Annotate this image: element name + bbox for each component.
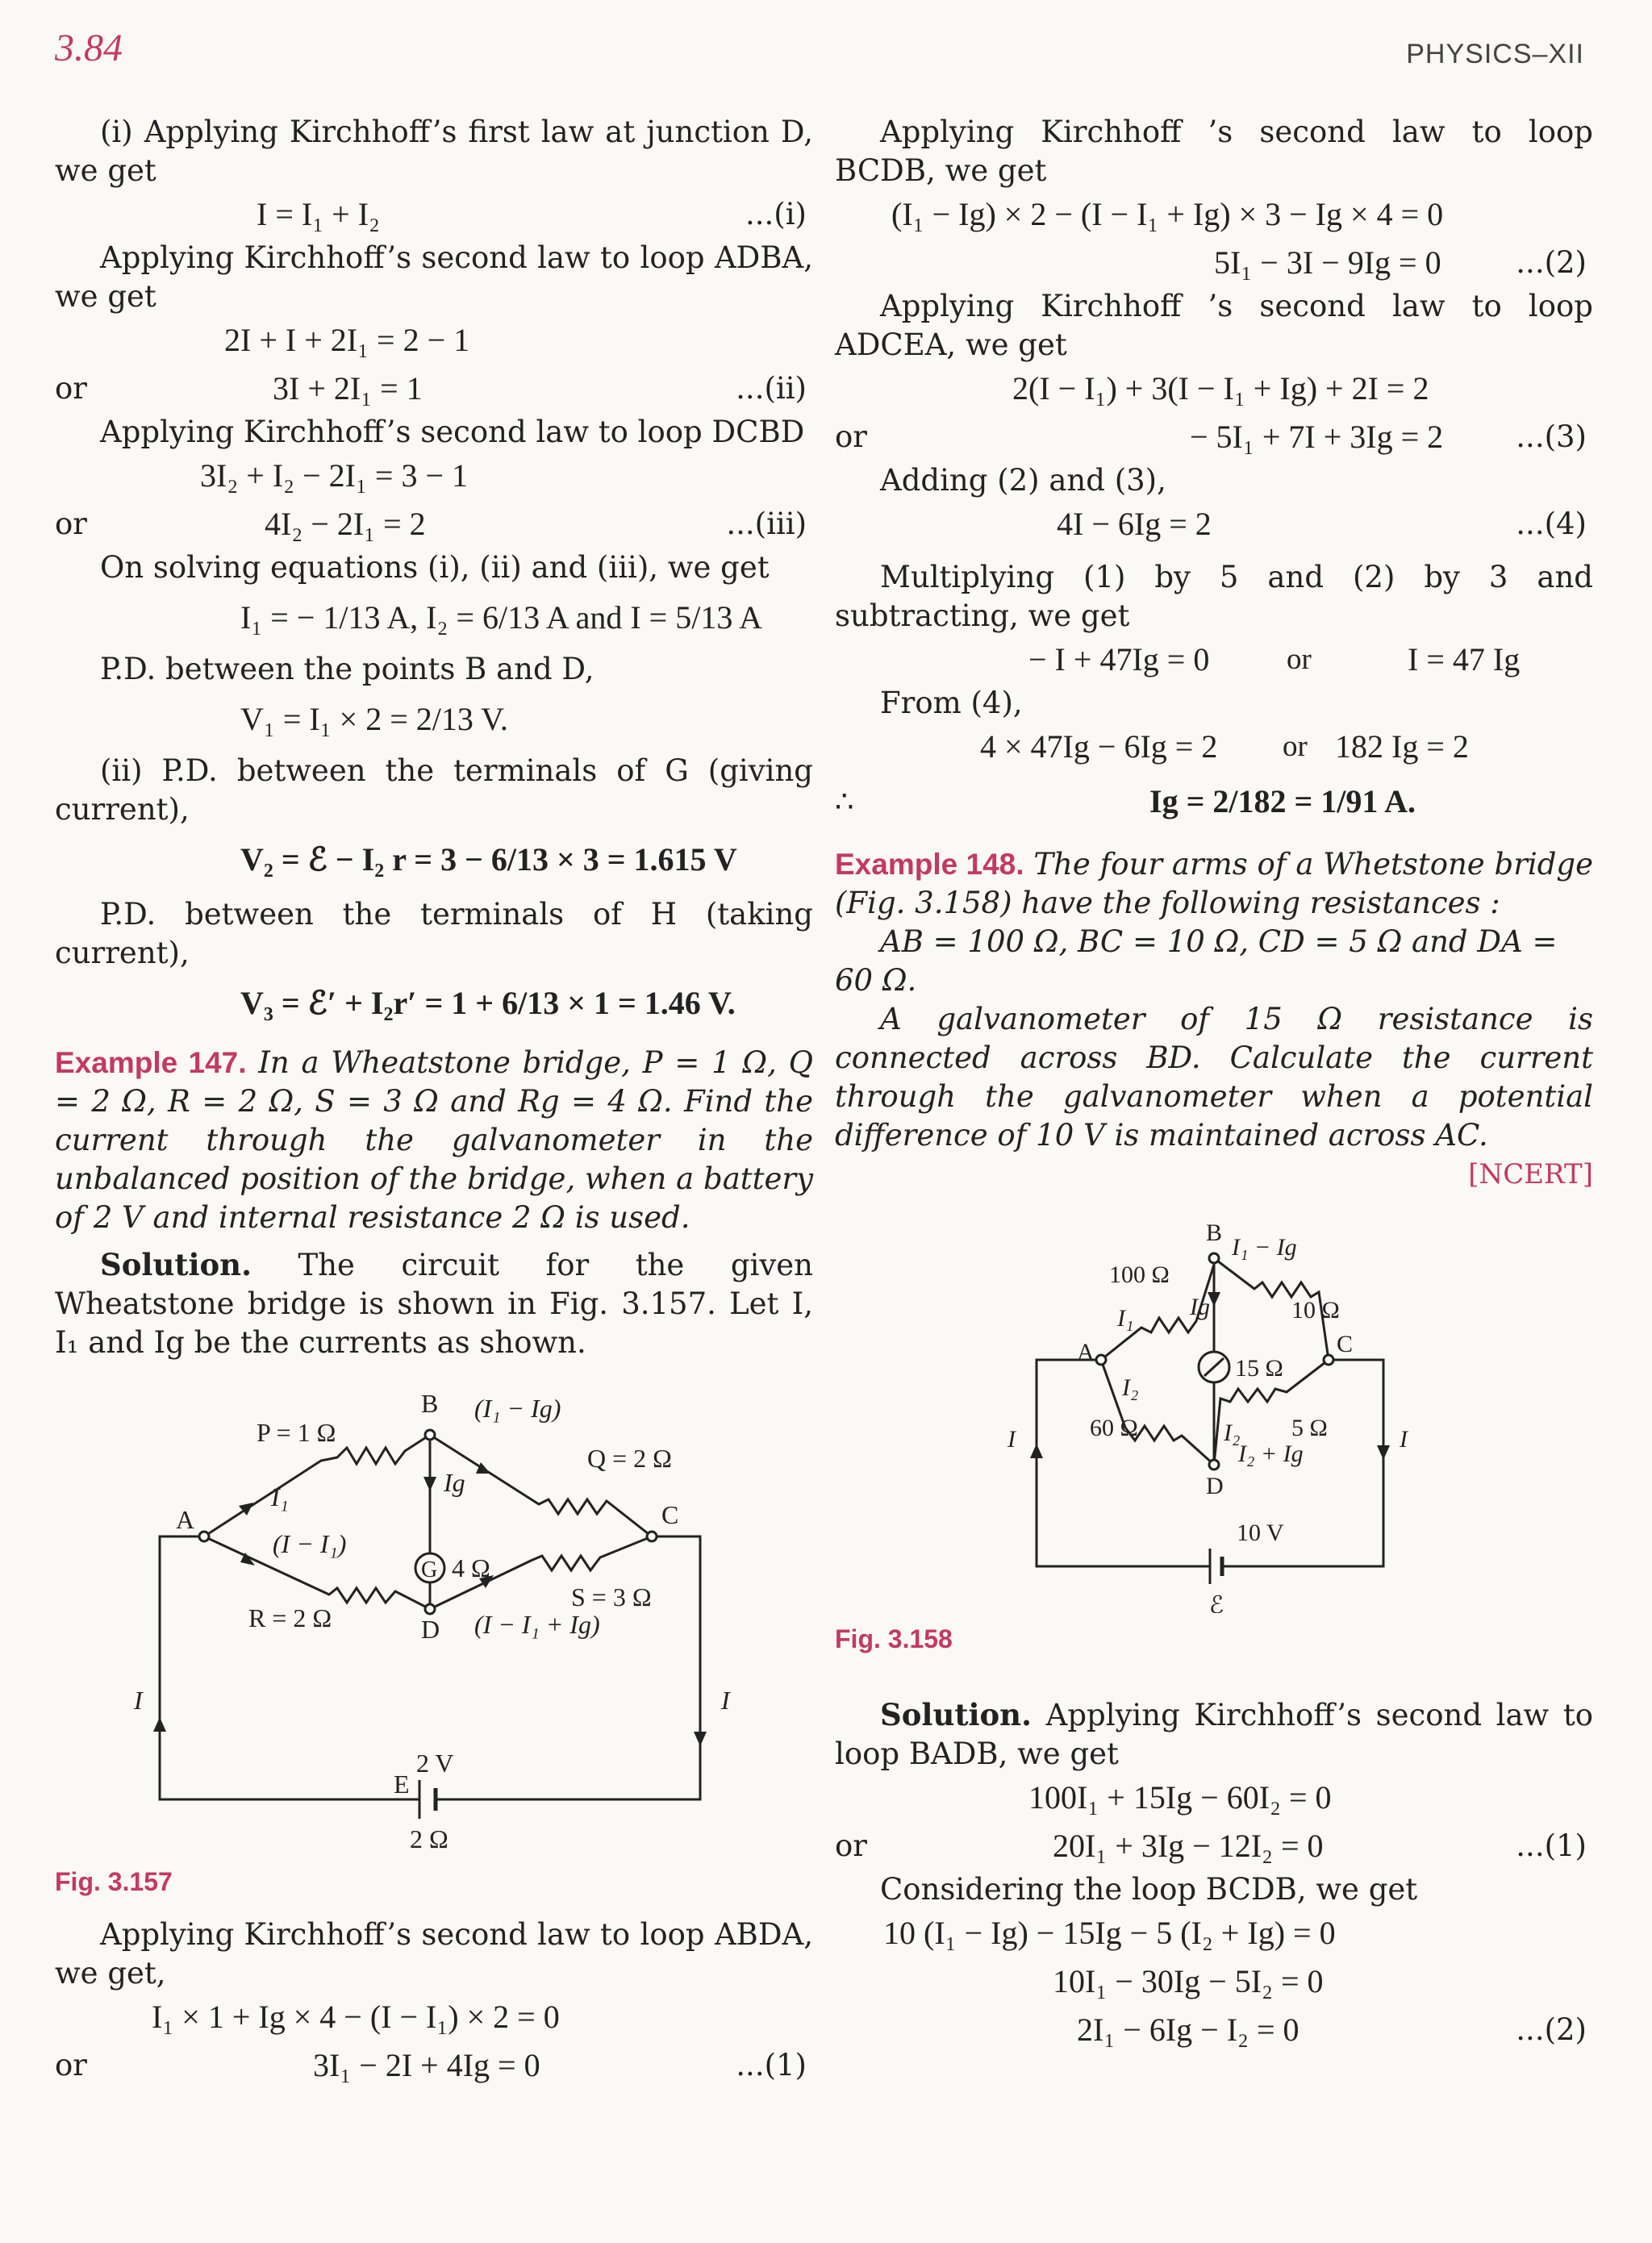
- current-i-right: I: [1400, 1426, 1408, 1453]
- current-i1-label: I₁: [271, 1482, 289, 1511]
- equation: [835, 365, 1593, 413]
- equation: [55, 587, 813, 650]
- book-title: PHYSICS–XII: [1406, 39, 1584, 69]
- equation-tag: ...(1): [736, 2048, 807, 2082]
- current-i-right: I: [721, 1686, 730, 1715]
- equation: [55, 316, 813, 365]
- node-b-label: B: [1206, 1219, 1223, 1246]
- equation: [835, 239, 1593, 287]
- equation: [835, 636, 1593, 684]
- equation-expr: V₃ = ℰ′ + I₂r′ = 1 + 6/13 × 1 = 1.46 V.: [240, 985, 736, 1021]
- equation-tag: ...(2): [1516, 2012, 1587, 2047]
- equation-expr: 10I₁ − 30Ig − 5I₂ = 0: [1053, 1963, 1324, 1999]
- current-i2-plus-ig-label: I₂ + Ig: [1238, 1440, 1304, 1467]
- battery-emf-label: 2 V: [416, 1749, 454, 1778]
- equation: [55, 689, 813, 752]
- resistor-cd-label: 5 Ω: [1291, 1415, 1328, 1441]
- equation: [55, 190, 813, 239]
- current-i1-label: I₁: [1117, 1305, 1134, 1332]
- example-147: [55, 1044, 813, 1237]
- paragraph: (ii) P.D. between the terminals of G (giving current),: [55, 753, 813, 827]
- resistor-ab-label: 100 Ω: [1109, 1261, 1170, 1288]
- or-label: or: [55, 507, 87, 541]
- equation: [835, 771, 1593, 837]
- equation-tag: ...(2): [1516, 245, 1587, 280]
- equation-expr: V₂ = ℰ − I₂ r = 3 − 6/13 × 3 = 1.615 V: [240, 841, 737, 878]
- battery-voltage-label: 10 V: [1237, 1520, 1284, 1546]
- current-i2-bd-label: I₂: [1224, 1420, 1241, 1446]
- equation-expr: 10 (I₁ − Ig) − 15Ig − 5 (I₂ + Ig) = 0: [883, 1915, 1336, 1951]
- paragraph: Applying Kirchhoff’s second law to loop ABDA, we get,: [55, 1917, 813, 1991]
- or-label: or: [1287, 643, 1312, 676]
- resistor-da-label: 60 Ω: [1090, 1415, 1138, 1441]
- equation-expr: 2I + I + 2I₁ = 2 − 1: [224, 322, 470, 358]
- equation-expr: − 5I₁ + 7I + 3Ig = 2: [1190, 419, 1444, 455]
- figure-caption: Fig. 3.157: [55, 1867, 173, 1896]
- right-column: [835, 113, 1593, 2054]
- paragraph: From (4),: [880, 686, 1023, 720]
- node-a-label: A: [1077, 1339, 1095, 1365]
- resistor-q-label: Q = 2 Ω: [587, 1444, 672, 1473]
- equation-expr: V₁ = I₁ × 2 = 2/13 V.: [240, 701, 508, 737]
- equation-expr: 2I₁ − 6Ig − I₂ = 0: [1077, 2012, 1299, 2048]
- equation: [835, 500, 1593, 548]
- equation-expr: Ig = 2/182 = 1/91 A.: [1149, 783, 1416, 819]
- example-label: Example 147.: [55, 1046, 247, 1079]
- current-ig-label: Ig: [444, 1468, 465, 1497]
- paragraph: P.D. between the points B and D,: [100, 652, 594, 686]
- paragraph: Applying Kirchhoff’s second law to loop ADBA, we get: [55, 240, 813, 314]
- equation-expr: 182 Ig = 2: [1335, 728, 1469, 765]
- fig-3-158-diagram: [835, 1194, 1593, 1613]
- equation: [835, 413, 1593, 461]
- equation-expr: 100I₁ + 15Ig − 60I₂ = 0: [1028, 1779, 1332, 1816]
- example-text: A galvanometer of 15 Ω resistance is connected across BD. Calculate the current through the galvanometer when a potential difference of 10 V is maintained across AC.: [835, 1002, 1593, 1153]
- figure-caption: Fig. 3.158: [835, 1624, 953, 1653]
- therefore-symbol: ∴: [835, 784, 854, 819]
- paragraph: Applying Kirchhoff ’s second law to loop ADCEA, we get: [835, 289, 1593, 362]
- equation: [835, 1957, 1593, 2006]
- equation-tag: ...(ii): [736, 371, 807, 406]
- fig-3-157-diagram: [55, 1370, 813, 1854]
- current-i-left: I: [1007, 1426, 1016, 1453]
- current-i1-minus-ig-label: I₁ − Ig: [1232, 1234, 1297, 1261]
- equation-expr: 4 × 47Ig − 6Ig = 2: [980, 728, 1218, 765]
- equation: [55, 829, 813, 895]
- or-label: or: [835, 419, 867, 454]
- equation-tag: ...(i): [745, 197, 807, 231]
- arm-p: [204, 1435, 430, 1536]
- current-i-left: I: [134, 1686, 143, 1715]
- galvanometer-label: G: [421, 1557, 438, 1582]
- example-148: [835, 845, 1593, 923]
- solution-text: The circuit for the given Wheatstone bridge is shown in Fig. 3.157. Let I, I₁ and Ig be the currents as shown.: [55, 1248, 813, 1360]
- or-label: or: [55, 371, 87, 406]
- left-column: [55, 113, 813, 2090]
- equation-expr: 3I₂ + I₂ − 2I₁ = 3 − 1: [200, 457, 469, 494]
- node-b-label: B: [421, 1389, 439, 1418]
- galvanometer-resistance: 15 Ω: [1235, 1355, 1283, 1382]
- equation-tag: ...(1): [1516, 1828, 1587, 1863]
- resistor-p-label: P = 1 Ω: [257, 1418, 336, 1447]
- battery-emf-symbol: ℰ: [1209, 1592, 1224, 1613]
- equation-expr: 4I₂ − 2I₁ = 2: [265, 506, 426, 542]
- equation-expr: 20I₁ + 3Ig − 12I₂ = 0: [1053, 1828, 1324, 1864]
- equation-expr: − I + 47Ig = 0: [1028, 641, 1210, 677]
- current-ig-label: Ig: [1190, 1294, 1210, 1320]
- resistor-bc-label: 10 Ω: [1291, 1297, 1340, 1324]
- node-d-label: D: [1206, 1473, 1224, 1499]
- or-label: or: [1283, 730, 1308, 763]
- current-i-minus-i1-label: (I − I₁): [273, 1529, 347, 1558]
- equation-expr: 5I₁ − 3I − 9Ig = 0: [1214, 244, 1441, 281]
- equation: [55, 2041, 813, 2090]
- or-label: or: [55, 2048, 87, 2082]
- equation-tag: ...(iii): [726, 507, 807, 541]
- paragraph: Applying Kirchhoff’s second law to loop DCBD: [100, 415, 805, 449]
- solution-text: Applying Kirchhoff’s second law to loop BADB, we get: [835, 1698, 1593, 1771]
- page-number: 3.84: [55, 27, 123, 69]
- equation-expr: 4I − 6Ig = 2: [1057, 506, 1212, 542]
- equation: [55, 1993, 813, 2041]
- solution-label: Solution.: [880, 1697, 1032, 1732]
- battery-resistance-label: 2 Ω: [410, 1824, 448, 1853]
- equation-expr: (I₁ − Ig) × 2 − (I − I₁ + Ig) × 3 − Ig × 4 = 0: [891, 196, 1444, 232]
- paragraph: P.D. between the terminals of H (taking current),: [55, 897, 813, 970]
- paragraph: Adding (2) and (3),: [880, 463, 1166, 498]
- arm-da: [1101, 1360, 1214, 1465]
- paragraph: (i) Applying Kirchhoff’s first law at junction D, we get: [55, 115, 813, 188]
- example-text: In a Wheatstone bridge, P = 1 Ω, Q = 2 Ω, R = 2 Ω, S = 3 Ω and Rg = 4 Ω. Find the current through the galvanometer in the unbalanced position of the bridge, when a battery of 2 V and internal resistance 2 Ω is used.: [55, 1045, 813, 1235]
- current-i1-minus-ig-label: (I₁ − Ig): [474, 1394, 561, 1423]
- equation-tag: ...(4): [1516, 507, 1587, 541]
- solution: [835, 1695, 1593, 1774]
- paragraph: Multiplying (1) by 5 and (2) by 3 and subtracting, we get: [835, 560, 1593, 633]
- node-c-label: C: [1337, 1331, 1354, 1357]
- equation: [55, 973, 813, 1039]
- example-label: Example 148.: [835, 848, 1024, 881]
- equation: [835, 1822, 1593, 1870]
- equation: [55, 365, 813, 413]
- or-label: or: [835, 1828, 867, 1863]
- solution: [55, 1245, 813, 1362]
- equation-expr: 3I₁ − 2I + 4Ig = 0: [313, 2047, 540, 2083]
- equation-expr: I₁ × 1 + Ig × 4 − (I − I₁) × 2 = 0: [152, 1999, 560, 2035]
- equation-expr: I = I₁ + I₂: [257, 196, 380, 232]
- current-sd-label: (I − I₁ + Ig): [474, 1610, 600, 1639]
- example-text: AB = 100 Ω, BC = 10 Ω, CD = 5 Ω and DA = 60 Ω.: [835, 924, 1558, 998]
- current-i2-label: I₂: [1122, 1374, 1139, 1401]
- node-d-label: D: [421, 1615, 440, 1644]
- resistor-s-label: S = 3 Ω: [571, 1582, 652, 1611]
- equation: [835, 1774, 1593, 1822]
- galvanometer-resistance: 4 Ω: [452, 1553, 490, 1582]
- equation-expr: I₁ = − 1/13 A, I₂ = 6/13 A and I = 5/13 A: [240, 599, 763, 636]
- equation: [835, 190, 1593, 239]
- resistor-r-label: R = 2 Ω: [248, 1603, 332, 1632]
- equation: [55, 452, 813, 500]
- equation: [835, 2006, 1593, 2054]
- paragraph: Applying Kirchhoff ’s second law to loop BCDB, we get: [835, 115, 1593, 188]
- paragraph: Considering the loop BCDB, we get: [880, 1872, 1418, 1907]
- solution-label: Solution.: [100, 1247, 252, 1282]
- equation: [835, 723, 1593, 771]
- equation: [55, 500, 813, 548]
- paragraph: On solving equations (i), (ii) and (iii), we get: [100, 550, 770, 585]
- equation-expr: I = 47 Ig: [1408, 641, 1521, 677]
- node-e-label: E: [394, 1770, 410, 1799]
- equation-expr: 2(I − I₁) + 3(I − I₁ + Ig) + 2I = 2: [1012, 370, 1429, 406]
- equation-tag: ...(3): [1516, 419, 1587, 454]
- example-text: The four arms of a Whetstone bridge (Fig. 3.158) have the following resistances :: [835, 847, 1594, 920]
- equation-expr: 3I + 2I₁ = 1: [273, 370, 423, 406]
- node-c-label: C: [661, 1500, 679, 1529]
- node-a-label: A: [176, 1505, 195, 1534]
- equation: [835, 1909, 1593, 1957]
- ncert-tag: [NCERT]: [1468, 1158, 1593, 1190]
